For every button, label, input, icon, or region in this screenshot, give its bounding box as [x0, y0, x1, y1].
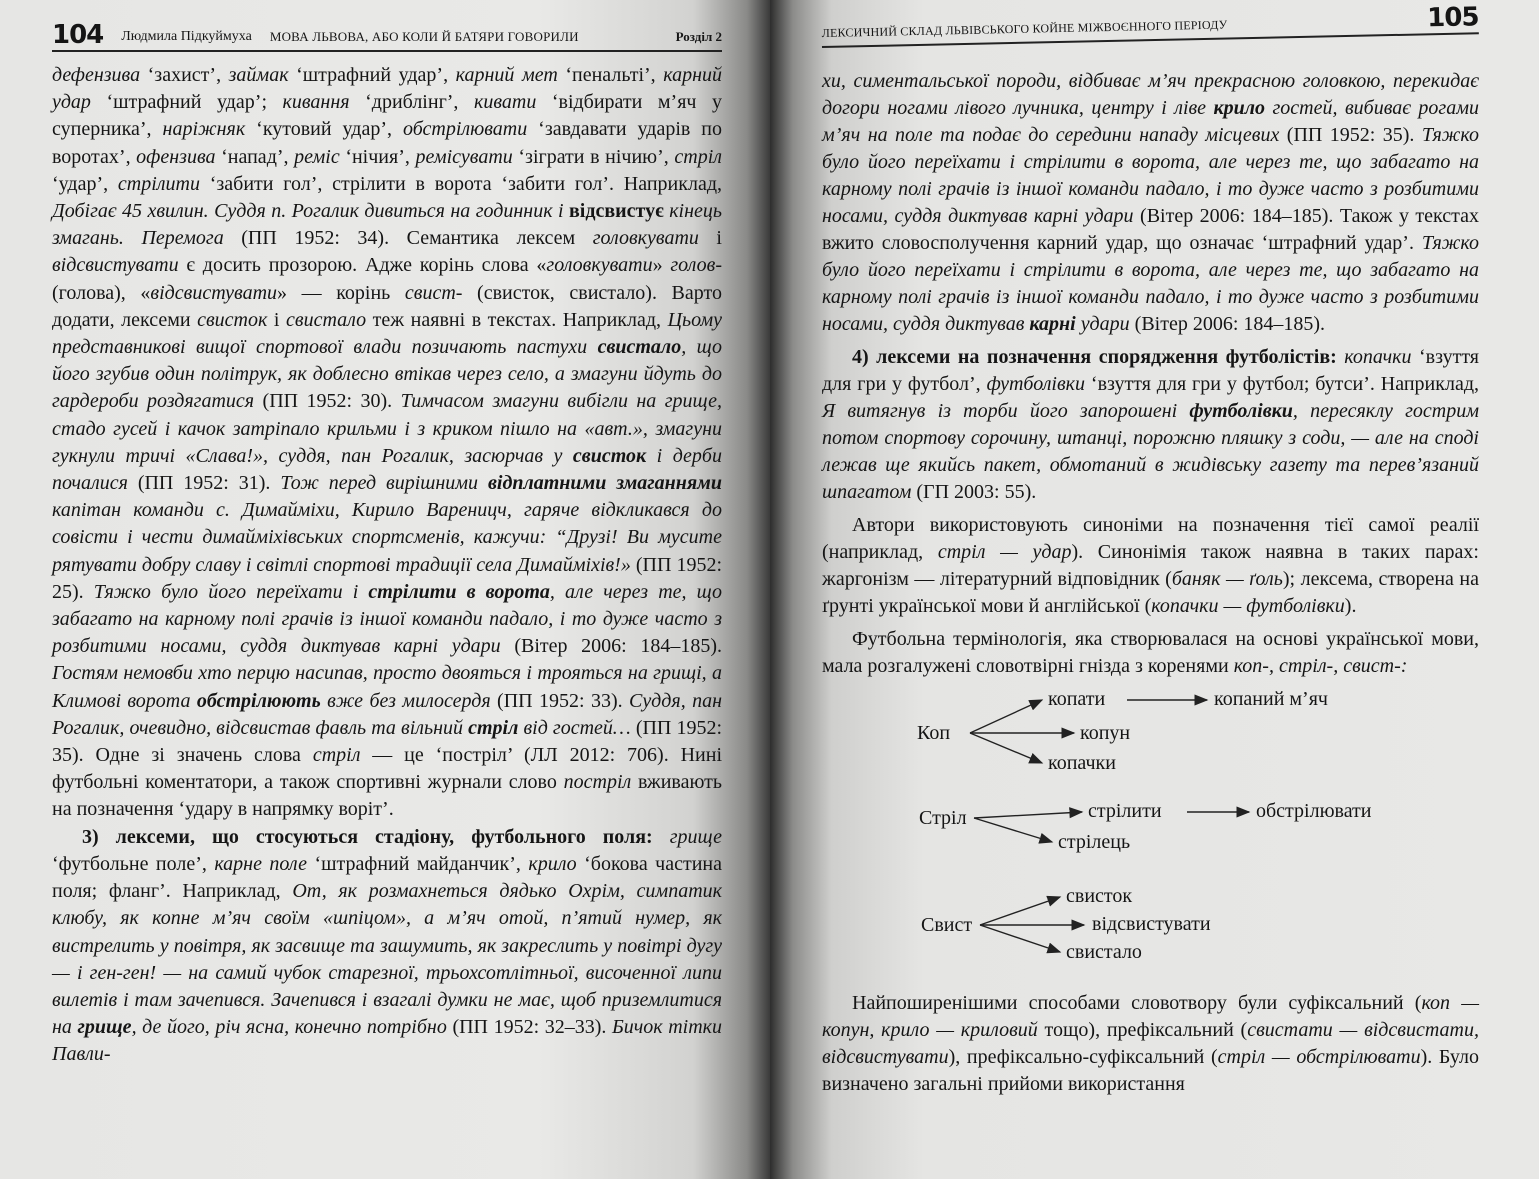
- text-run: головкувати: [592, 227, 699, 250]
- root-svyst: Свист: [921, 914, 973, 936]
- text-run: крило: [528, 852, 577, 875]
- paragraph: [52, 62, 722, 824]
- text-run: »: [652, 254, 671, 277]
- text-run: удари: [1075, 313, 1130, 335]
- text-run: відплатними змаганнями: [487, 472, 722, 495]
- text-run: Перемога: [141, 227, 224, 250]
- text-run: крило: [1213, 97, 1266, 119]
- text-run: (голова), «: [52, 281, 151, 304]
- text-run: хи, симентальської породи, відбиває м’яч прекрасною головкою, перекидає догори ногами лівого лучника, центру і ліве: [822, 70, 1479, 119]
- text-run: свист-: [404, 281, 463, 304]
- text-run: стріл — обстрілювати: [1217, 1046, 1421, 1068]
- text-run: наріжняк: [162, 118, 246, 141]
- text-run: футболівки: [1189, 400, 1293, 422]
- text-run: свисток: [197, 308, 268, 331]
- text-run: ремісувати: [415, 145, 513, 168]
- text-run: ‘забити гол’, стрілити в ворота ‘забити гол’. Наприклад,: [199, 172, 722, 195]
- root-kop: Коп: [917, 722, 951, 744]
- text-run: (ПП 1952: 30).: [254, 390, 401, 413]
- text-run: голов-: [670, 254, 722, 277]
- text-run: стріл: [312, 744, 361, 767]
- text-run: ‘штрафний удар’,: [288, 64, 456, 86]
- paragraph: [822, 990, 1479, 1098]
- text-run: (ПП 1952: 34). Семантика лексем: [223, 227, 593, 250]
- derivative-strilets: стрілець: [1058, 831, 1131, 853]
- text-run: (ГП 2003: 55).: [911, 481, 1037, 503]
- text-run: офензива: [136, 145, 216, 168]
- text-run: стрілити в ворота: [368, 580, 550, 603]
- text-run: ), префіксально-суфіксальний (: [948, 1046, 1218, 1068]
- text-run: стріл — удар: [937, 541, 1072, 563]
- text-run: (Вітер 2006: 184–185). Також у текстах вжито словосполучення карний удар, що означає ‘штрафний удар’.: [822, 205, 1479, 254]
- text-run: копачки — футболівки: [1151, 595, 1345, 617]
- text-run: Найпоширенішими способами словотвору були суфіксальний (: [852, 992, 1422, 1014]
- text-run: вживають на позначення ‘удару в напрямку воріт’.: [52, 771, 723, 821]
- text-run: ‘кутовий удар’,: [245, 118, 403, 141]
- word-formation-diagram: [822, 690, 1479, 990]
- text-run: свистало: [286, 308, 367, 331]
- text-run: (Вітер 2006: 184–185).: [1129, 313, 1326, 335]
- book-title: МОВА ЛЬВОВА, АБО КОЛИ Й БАТЯРИ ГОВОРИЛИ: [269, 29, 579, 44]
- text-run: (ПП 1952: 35).: [1279, 124, 1422, 146]
- text-run: 3) лексеми, що стосуються стадіону, футбольного поля:: [82, 825, 653, 848]
- text-run: ).: [1344, 595, 1357, 617]
- text-run: Тяжко було його переїхати і: [93, 580, 369, 603]
- text-run: Тимчасом змагуни вибігли на грище, стадо гусей і качок затріпало крильми і з криком пішло на «авт.», змагуни гукнули тричі «Слава!», суддя, пан Рогалик, засюрчав у: [52, 390, 722, 467]
- text-run: капітан команди с. Димайміхи, Кирило Вареницч, гаряче відкликався до совісти і чести димайміхівських спортсменів, кажучи: “Друзі! Ви мусите рятувати добру славу і світлі спортові традиції села Димайміхів!»: [52, 499, 722, 576]
- derivative-kopun: копун: [1080, 722, 1131, 744]
- text-run: ‘напад’,: [215, 145, 295, 168]
- text-run: відсвистувати: [52, 254, 179, 277]
- text-run: головкувати: [546, 254, 653, 277]
- text-run: ‘бокова частина поля; фланг’. Наприклад,: [52, 852, 722, 903]
- text-run: ‘штрафний удар’;: [90, 91, 283, 114]
- running-title: ЛЕКСИЧНИЙ СКЛАД ЛЬВІВСЬКОГО КОЙНЕ МІЖВОЄННОГО ПЕРІОДУ: [821, 17, 1228, 41]
- text-run: 4) лексеми на позначення спорядження футболістів:: [852, 346, 1337, 368]
- text-run: [653, 826, 670, 848]
- paragraph: [822, 344, 1479, 506]
- text-run: кивати: [473, 91, 537, 114]
- text-run: ‘футбольне поле’,: [52, 852, 215, 875]
- text-run: Футбольна термінологія, яка створювалася на основі української мови, мала розгалужені словотвірні гнізда з коренями: [822, 628, 1479, 677]
- text-run: займак: [228, 64, 289, 86]
- text-run: вже без милосердя: [320, 689, 491, 712]
- text-run: ‘захист’,: [140, 64, 229, 86]
- text-run: дефензива: [52, 64, 141, 86]
- text-run: Добігає 45 хвилин. Суддя п. Рогалик дивиться на годинник і: [52, 200, 569, 223]
- text-run: Тяжко було його переїхати і стрілити в ворота, але через те, що забагато на карному полі грачів із іншої команди падало, і то дуже часто з розбитими носами, суддя диктував карні удари: [822, 124, 1479, 227]
- derivative-kopanyi-miach: копаний м’яч: [1214, 688, 1328, 710]
- page-number: 105: [1426, 2, 1479, 34]
- text-run: від гостей…: [518, 716, 631, 739]
- text-run: є досить прозорою. Адже корінь слова «: [178, 254, 547, 277]
- text-run: обстрілюють: [196, 689, 321, 712]
- text-run: і дерби почалися: [52, 444, 722, 495]
- text-run: » — корінь: [277, 281, 405, 304]
- text-run: коп-, стріл-, свист-:: [1233, 655, 1408, 677]
- right-page: [770, 0, 1539, 1179]
- text-run: баняк — ґоль: [1171, 568, 1283, 590]
- derivative-kopachky: копачки: [1048, 752, 1116, 774]
- chapter-label: Розділ 2: [675, 29, 722, 44]
- text-run: ‘взуття для гри у футбол’,: [822, 346, 1480, 395]
- text-run: постріл: [563, 771, 632, 794]
- text-run: , де його, річ ясна, конечно потрібно: [131, 1016, 447, 1039]
- text-run: Бичок тітки Павли-: [52, 1016, 723, 1066]
- derivative-svystalo: свистало: [1066, 941, 1142, 963]
- text-run: (Вітер 2006: 184–185).: [500, 635, 723, 658]
- text-run: кивання: [282, 91, 350, 114]
- text-run: , що його згубив один політрук, як доблесно втікав через село, а змагуни йдуть до гардероби роздягатися: [52, 336, 722, 413]
- text-run: і: [698, 227, 722, 250]
- text-run: карні: [1029, 313, 1076, 335]
- text-run: ‘удар’,: [52, 172, 118, 195]
- text-run: ). Було визначено загальні прийоми використання: [822, 1046, 1479, 1095]
- text-run: Я витягнув із торби його запорошені: [822, 400, 1190, 422]
- paragraph: [822, 626, 1479, 680]
- text-run: От, як розмахнеться дядько Охрім, симпатик клюбу, як копне м’яч своїм «шпіцом», а м’яч отой, п’ятий нумер, як вистрелить у повітря, як засвище та зашумить, як закреслить у повітрі дугу — і ген-ген! — на самий чубок старезної, трьохсотлітньої, височенної липи вилетів і там зачепився. Зачепився і взагалі думки не має, щоб приземлитися на: [52, 880, 722, 1039]
- text-run: ‘нічия’,: [339, 145, 416, 168]
- text-run: ‘взуття для гри у футбол; бутси’. Наприклад,: [1085, 373, 1479, 395]
- text-run: , пересяклу гострим потом спортову сорочину, штанці, порожню пляшку з соди, — але на споді лежав ще якийсь пакет, обмотаний в жидівську газету та перев’язаний шпагатом: [822, 400, 1479, 503]
- root-stril: Стріл: [919, 807, 967, 829]
- text-run: копачки: [1344, 346, 1412, 368]
- text-run: грище: [77, 1016, 132, 1039]
- text-run: стріл: [468, 716, 519, 739]
- text-run: ‘пенальті’,: [557, 64, 664, 86]
- paragraph: [822, 68, 1479, 338]
- paragraph: [822, 512, 1479, 620]
- right-running-header: [821, 0, 1479, 48]
- text-run: — це ‘постріл’ (ЛЛ 2012: 706). Нині футбольні коментатори, а також спортивні журнали слово: [52, 744, 723, 794]
- text-run: грище: [669, 825, 723, 848]
- text-run: Тож перед вирішними: [280, 472, 488, 495]
- text-run: (ПП 1952: 35). Одне зі значень слова: [52, 716, 723, 767]
- text-run: свистало: [597, 336, 682, 359]
- text-run: ‘дриблінг’,: [349, 91, 474, 114]
- text-run: ). Синонімія також наявна в таких парах: жаргонізм — літературний відповідник (: [822, 541, 1479, 590]
- text-run: карний удар: [52, 64, 722, 114]
- text-run: ‘штрафний майданчик’,: [307, 852, 529, 875]
- text-run: ‘відбирати м’яч у суперника’,: [52, 91, 722, 141]
- page-number: 104: [52, 20, 104, 50]
- derivative-vidsvystuvaty: відсвистувати: [1092, 913, 1211, 935]
- text-run: стріл: [674, 145, 722, 168]
- text-run: кінець змагань.: [52, 200, 723, 250]
- derivative-strilyty: стрілити: [1088, 800, 1162, 822]
- text-run: свисток: [572, 444, 647, 467]
- text-run: футболівки: [986, 373, 1086, 395]
- text-run: і: [267, 308, 287, 331]
- text-run: ‘зіграти в нічию’,: [512, 145, 675, 168]
- derivative-kopaty: копати: [1048, 688, 1106, 710]
- text-run: свистати — відсвистати, відсвистувати: [822, 1019, 1479, 1068]
- text-run: тощо), префіксальний (: [1037, 1019, 1248, 1041]
- text-run: Гостям немовби хто перцю насипав, просто двояться і трояться на грищі, а Климові ворота: [52, 662, 722, 712]
- text-run: , але через те, що забагато на карному полі грачів із іншої команди падало, і то дуже часто з розбитими носами, суддя диктував карні удари: [52, 580, 722, 658]
- text-run: ‘завдавати ударів по воротах’,: [52, 118, 723, 168]
- text-run: теж наявні в текстах. Наприклад,: [366, 308, 668, 331]
- text-run: відсвистувати: [150, 281, 278, 304]
- derivative-svystok: свисток: [1066, 885, 1133, 907]
- text-run: (ПП 1952: 33).: [490, 689, 629, 712]
- text-run: Тяжко було його переїхати і стрілити в ворота, але через те, що забагато на карному полі грачів із іншої команди падало, і то дуже часто з розбитими носами, суддя диктував: [822, 232, 1479, 335]
- derivative-obstriliuvaty: обстрілювати: [1256, 800, 1372, 822]
- right-body-text: [822, 68, 1479, 1098]
- text-run: Цьому представникові вищої спортової влади позичають пастухи: [52, 308, 723, 359]
- left-body-text: [52, 62, 722, 1069]
- text-run: (ПП 1952: 25).: [52, 553, 723, 603]
- paragraph: [52, 824, 722, 1069]
- text-run: (ПП 1952: 31).: [127, 472, 281, 495]
- text-run: реміс: [294, 145, 340, 168]
- text-run: (свисток, свистало). Варто додати, лексеми: [52, 281, 722, 331]
- text-run: (ПП 1952: 32–33).: [446, 1016, 612, 1039]
- text-run: карний мет: [455, 64, 558, 86]
- text-run: відсвистує: [569, 200, 664, 223]
- author-name: Людмила Підкуймуха: [121, 29, 252, 44]
- text-run: Автори використовують синоніми на позначення тієї самої реалії (наприклад,: [822, 514, 1479, 563]
- left-running-header: [52, 18, 722, 52]
- text-run: гостей, вибиває рогами м’яч на поле та подає до середини нападу місцевих: [822, 97, 1479, 146]
- text-run: стрілити: [117, 172, 200, 195]
- text-run: обстрілювати: [402, 118, 528, 141]
- text-run: Суддя, пан Рогалик, очевидно, відсвистав фавль та вільний: [52, 689, 722, 739]
- text-run: карне поле: [214, 852, 308, 875]
- text-run: ); лексема, створена на ґрунті української мови й англійської (: [822, 568, 1479, 617]
- text-run: коп — копун, крило — криловий: [822, 992, 1479, 1041]
